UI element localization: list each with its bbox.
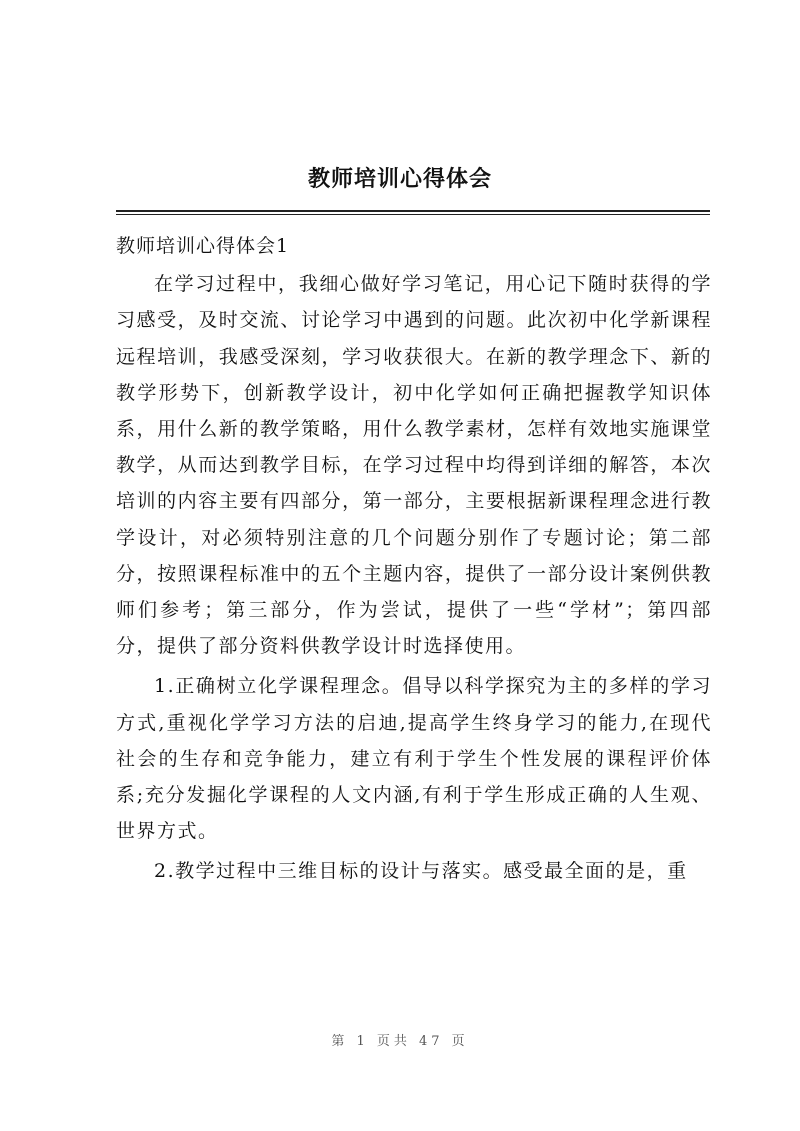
document-title: 教师培训心得体会 xyxy=(307,167,492,192)
page-footer: 第 1 页共 47 页 xyxy=(331,1034,469,1049)
paragraph-2: 1.正确树立化学课程理念。倡导以科学探究为主的多样的学习方式,重视化学学习方法的启迪,提高学生终身学习的能力,在现代社会的生存和竞争能力，建立有利于学生个性发展的课程评价体系;充分发掘化学课程的人文内涵,有利于学生形成正确的人生观、世界方式。 xyxy=(116,675,712,843)
section-heading: 教师培训心得体会1 xyxy=(116,235,290,257)
document-body xyxy=(116,228,712,894)
paragraph-1: 在学习过程中，我细心做好学习笔记，用心记下随时获得的学习感受，及时交流、讨论学习中遇到的问题。此次初中化学新课程远程培训，我感受深刻，学习收获很大。在新的教学理念下、新的教学形势下，创新教学设计，初中化学如何正确把握教学知识体系，用什么新的教学策略，用什么教学素材，怎样有效地实施课堂教学，从而达到教学目标，在学习过程中均得到详细的解答，本次培训的内容主要有四部分，第一部分，主要根据新课程理念进行教学设计，对必须特别注意的几个问题分别作了专题讨论；第二部分，按照课程标准中的五个主题内容，提供了一部分设计案例供教师们参考；第三部分，作为尝试，提供了一些“学材”；第四部分，提供了部分资料供教学设计时选择使用。 xyxy=(116,273,712,658)
title-divider xyxy=(116,210,710,215)
paragraph-3: 2.教学过程中三维目标的设计与落实。感受最全面的是，重 xyxy=(154,860,688,883)
